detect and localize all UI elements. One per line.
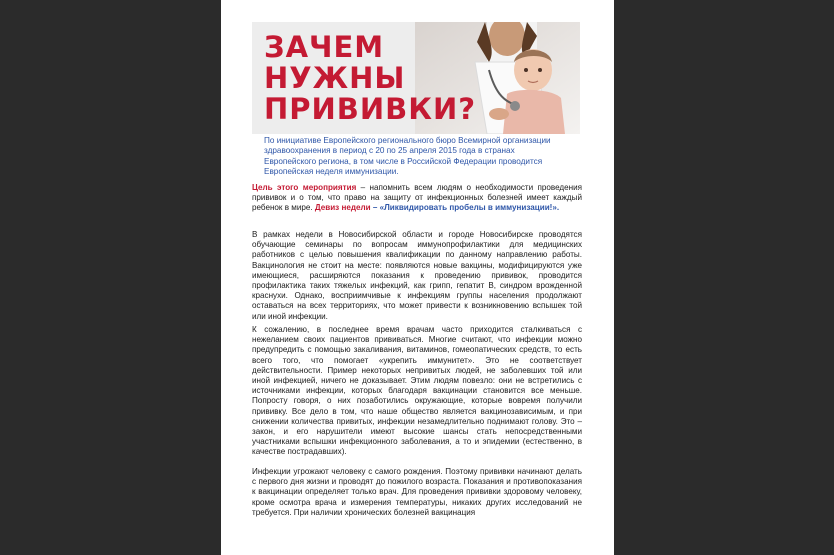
- document-page: [221, 0, 614, 555]
- goal-lead: Цель этого мероприятия: [252, 183, 357, 192]
- title-line-2: НУЖНЫ: [264, 61, 406, 95]
- goal-text: – напомнить всем людям о необходимости проведения прививок и о том, что право на защиту от инфекционных болезней имеет каждый ребенок в мире.: [252, 183, 582, 213]
- page-title: [264, 32, 476, 125]
- motto-label: Девиз недели: [314, 203, 371, 213]
- title-line-1: ЗАЧЕМ: [264, 30, 385, 64]
- title-line-3: ПРИВИВКИ?: [264, 92, 477, 126]
- header-banner: [252, 22, 580, 134]
- intro-paragraph: По инициативе Европейского регионального бюро Всемирной организации здравоохранения в период с 20 по 25 апреля 2015 года в странах Европейского региона, в том числе в Российской Федерации проводится Европейская неделя иммунизации.: [264, 136, 551, 177]
- body-paragraph-1: В рамках недели в Новосибирской области и городе Новосибирске проводятся обучающие семинары по вопросам иммунопрофилактики для медицинских работников с целью повышения квалификации по данному направлению работы. Вакцинология не стоит на месте: появляются новые вакцины, модифицируются уже имеющиеся, расширяются показания к проведению прививок, проводится профилактика таких тяжелых инфекций, как грипп, гепатит В, синдром врожденной краснухи. Однако, восприимчивые к инфекциям группы населения продолжают оставаться на всех территориях, что может привести к возникновению вспышек той или иной инфекции.: [252, 230, 582, 321]
- goal-paragraph: [252, 183, 582, 214]
- motto-text: – «Ликвидировать пробелы в иммунизации!».: [370, 203, 560, 213]
- body-paragraph-2: К сожалению, в последнее время врачам часто приходится сталкиваться с нежеланием своих пациентов прививаться. Многие считают, что инфекции можно предупредить с помощью закаливания, витаминов, гомеопатических средств, то есть всего того, что помогает «укрепить иммунитет». Это не соответствует действительности. Пример некоторых непривитых людей, не заболевших той или иной инфекцией, ничего не доказывает. Этим людям повезло: они не встретились с источниками инфекции, которых благодаря вакцинации становится все меньше. Попросту говоря, о них позаботились окружающие, которые вовремя получили прививку. Все дело в том, что наше общество является вакцинозависимым, и при снижении количества привитых, инфекции незамедлительно поднимают голову. Это – закон, и его нарушители имеют высокие шансы стать непосредственными участниками вспышки инфекционного заболевания, а то и эпидемии (естественно, в качестве пострадавших).: [252, 325, 582, 457]
- body-paragraph-3: Инфекции угрожают человеку с самого рождения. Поэтому прививки начинают делать с первого дня жизни и проводят до пожилого возраста. Показания и противопоказания к вакцинации определяет только врач. Для проведения прививки здоровому человеку, кроме осмотра врача и измерения температуры, никаких других исследований не требуется. При наличии хронических болезней вакцинация: [252, 467, 582, 517]
